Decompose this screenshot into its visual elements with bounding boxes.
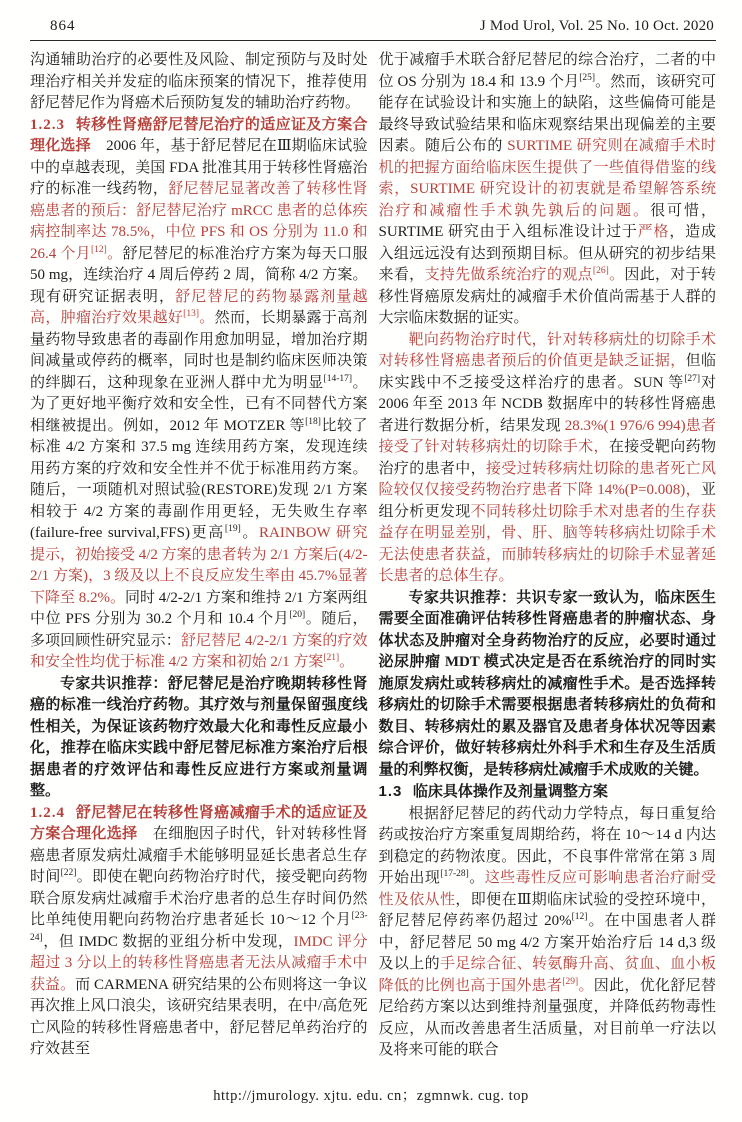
reference-marker: [23-24] xyxy=(30,911,368,943)
reference-marker: [12] xyxy=(571,912,588,922)
section-heading: 转移性肾癌舒尼替尼治疗的适应证及方案合理化选择 xyxy=(30,116,368,154)
section-number: 1.2.4 xyxy=(30,804,65,821)
expert-consensus-paragraph xyxy=(30,674,368,803)
text-run: 。然而，该研究可能存在试验设计和实施上的缺陷，这些偏倚可能是最终导致试验结果和临床观察结果出现偏差的主要因素。随后公布的 xyxy=(378,73,716,154)
text-run: 。 xyxy=(608,267,625,283)
text-run: 。即使在靶向药物治疗时代，接受靶向药物联合原发病灶减瘤手术治疗患者的总生存时间仍然比单纯使用靶向药物治疗患者延长 10～12 个月 xyxy=(30,869,368,928)
reference-marker: [19] xyxy=(224,524,241,534)
two-column-body xyxy=(30,50,716,1062)
text-run: 优于减瘤手术联合舒尼替尼的综合治疗，二者的中位 OS 分别为 18.4 和 13.9 个月 xyxy=(378,52,716,90)
page-number: 864 xyxy=(50,18,76,34)
text-run: IMDC 评分超过 3 分以上的转移性肾癌患者无法从减瘤手术中获益。 xyxy=(30,933,368,993)
text-run: 舒尼替尼 4/2-2/1 方案的疗效和安全性均优于标准 4/2 方案和初始 2/1 方案 xyxy=(30,632,368,670)
right-column xyxy=(379,50,717,1062)
reference-marker: [20] xyxy=(289,610,306,620)
text-run: 舒尼替尼的标准治疗方案为每天口服 50 mg，连续治疗 4 周后停药 2 周，简称 4/2 方案。现有研究证据表明， xyxy=(30,245,368,305)
reference-marker: [27] xyxy=(684,373,701,384)
text-run: 。随后，多项回顾性研究显示： xyxy=(30,611,368,649)
section-heading: 舒尼替尼在转移性肾癌减瘤手术的适应证及方案合理化选择 xyxy=(30,804,368,842)
paragraph-continuation xyxy=(30,50,368,115)
text-run: 对 2006 年至 2013 年 NCDB 数据库中的转移性肾癌患者进行数据分析，结果发现 xyxy=(378,374,716,434)
reference-marker: [14-17] xyxy=(323,373,353,384)
text-run: 共识专家一致认为，临床医生需要全面准确评估转移性肾癌患者的肿瘤状态、身体状态及肿瘤对全身药物治疗的反应，必要时通过泌尿肿瘤 MDT 模式决定是否在系统治疗的同时实施原发病灶或转移病灶的减瘤性手术。是否选择转移病灶的切除手术需要根据患者转移病灶的负荷和数目、转移病灶的累及器官及患者身体状况等因素综合评价，做好转移病灶外科手术和生存及生活质量的利弊权衡，是转移病灶减瘤手术成败的关键。 xyxy=(378,589,716,778)
text-run: ，即便在Ⅲ期临床试验的受控环境中，舒尼替尼停药率仍超过 20% xyxy=(378,891,716,929)
text-run: 严格 xyxy=(637,224,670,240)
section-number: 1.2.3 xyxy=(30,116,65,133)
journal-citation: J Mod Urol, Vol. 25 No. 10 Oct. 2020 xyxy=(479,18,714,34)
text-run: 因此，对于转移性肾癌原发病灶的减瘤手术价值尚需基于人群的大宗临床数据的证实。 xyxy=(378,267,716,326)
text-run: 舒尼替尼是治疗晚期转移性肾癌的标准一线治疗药物。其疗效与剂量保留强度线性相关，为保证该药物疗效最大化和毒性反应最小化，推荐在临床实践中舒尼替尼标准方案治疗后根据患者的疗效评估和毒性反应进行方案或剂量调整。 xyxy=(30,675,368,799)
text-run: 在细胞因子时代，针对转移性肾癌患者原发病灶减瘤手术能够明显延长患者总生存时间 xyxy=(30,826,368,885)
text-run: 。 xyxy=(468,870,485,886)
text-run: 亚组分析更发现 xyxy=(378,482,716,520)
reference-marker: [25] xyxy=(579,72,596,83)
text-run: 接受过转移病灶切除的患者死亡风险较仅仅接受药物治疗患者下降 14%(P=0.008)， xyxy=(378,460,716,498)
text-run: 很可惜，SURTIME 研究由于入组标准设计过于 xyxy=(378,202,716,240)
reference-marker: [17-28] xyxy=(440,869,469,879)
text-run: 在接受靶向药物治疗的患者中， xyxy=(378,439,716,477)
section-1-2-3 xyxy=(30,115,368,674)
page-header xyxy=(30,16,716,41)
paragraph-continuation xyxy=(379,50,717,330)
text-run: 支持先做系统治疗的观点 xyxy=(424,267,593,283)
journal-footer-url: http://jmurology. xjtu. edu. cn；zgmnwk. cug. top xyxy=(213,1088,529,1104)
text-run: RAINBOW 研究提示，初始接受 4/2 方案的患者转为 2/1 方案后(4/2-2/1 方案)，3 级及以上不良反应发生率由 45.7%显著下降至 8.2%。 xyxy=(30,525,368,606)
text-run: 。为了更好地平衡疗效和安全性，已有不同替代方案相继被提出。例如，2012 年 MOTZER 等 xyxy=(30,374,368,434)
expert-consensus-paragraph xyxy=(379,588,717,782)
paragraph xyxy=(379,804,717,1062)
text-run: 而 CARMENA 研究结果的公布则将这一争议再次推上风口浪尖，该研究结果表明，在中/高危死亡风险的转移性肾癌患者中，舒尼替尼单药治疗的疗效甚至 xyxy=(30,976,368,1057)
reference-marker: [21] xyxy=(323,653,340,663)
reference-marker: [12] xyxy=(91,244,107,255)
text-run: 但临床实践中不乏接受这样治疗的患者。SUN 等 xyxy=(378,353,716,391)
text-run: 靶向药物治疗时代，针对转移病灶的切除手术对转移性肾癌患者预后的价值更是缺乏证据， xyxy=(378,331,716,369)
section-1-2-4 xyxy=(30,803,368,1061)
text-run: SURTIME 研究则在减瘤手术时机的把握方面给临床医生提供了一些值得借鉴的线索，SURTIME 研究设计的初衷就是希望解答系统治疗和减瘤性手术孰先孰后的问题。 xyxy=(378,138,716,219)
text-run: 根据舒尼替尼的药代动力学特点，每日重复给药或按治疗方案重复周期给药，将在 10～14 d 内达到稳定的药物浓度。因此，不良事件常常在第 3 周开始出现 xyxy=(378,805,716,886)
text-run: 沟通辅助治疗的必要性及风险、制定预防与及时处理治疗相关并发症的临床预案的情况下，推荐使用舒尼替尼作为肾癌术后预防复发的辅助治疗药物。 xyxy=(30,52,368,111)
section-heading: 临床具体操作及剂量调整方案 xyxy=(412,783,608,800)
text-run: 比较了标准 4/2 方案和 37.5 mg 连续用药方案，发现连续用药方案的疗效和安全性并不优于标准用药方案。随后，一项随机对照试验(RESTORE)发现 2/1 方案相较于 4/2 方案的毒副作用更轻，无失败生存率(failure-free survival,FFS)更高 xyxy=(30,417,368,541)
text-run: 。在中国患者人群中，舒尼替尼 50 mg 4/2 方案开始治疗后 14 d,3 级及以上的 xyxy=(378,913,716,972)
consensus-label: 专家共识推荐： xyxy=(408,589,517,606)
text-run: ，造成入组远远没有达到预期目标。但从研究的初步结果来看， xyxy=(378,224,716,283)
section-1-3 xyxy=(379,781,717,804)
consensus-label: 专家共识推荐： xyxy=(60,675,168,692)
text-run: ，但 IMDC 数据的亚组分析中发现， xyxy=(42,933,294,950)
text-run: 。 xyxy=(198,310,215,326)
text-run: 。 xyxy=(106,245,123,262)
reference-marker: [18] xyxy=(305,416,321,427)
text-run: 28.3%(1 976/6 994)患者接受了针对转移病灶的切除手术， xyxy=(378,417,716,455)
text-run: 。 xyxy=(339,654,355,670)
text-run: 同时 4/2-2/1 方案和维持 2/1 方案两组中位 PFS 分别为 30.2 个月和 10.4 个月 xyxy=(30,589,368,627)
text-run: 。 xyxy=(240,525,260,541)
text-run: 舒尼替尼的药物暴露剂量越高，肿瘤治疗效果越好 xyxy=(30,288,368,326)
reference-marker: [26] xyxy=(592,266,609,276)
text-run: 然而，长期暴露于高剂量药物导致患者的毒副作用愈加明显，增加治疗期间减量或停药的概率，同时也是制约临床医师决策的绊脚石，这种现象在亚洲人群中尤为明显 xyxy=(30,310,368,391)
reference-marker: [13] xyxy=(183,309,199,319)
reference-marker: [22] xyxy=(60,868,77,878)
text-run: 因此，优化舒尼替尼给药方案以达到维持剂量强度，并降低药物毒性反应，从而改善患者生活质量，对目前单一疗法以及将来可能的联合 xyxy=(378,977,716,1058)
text-run: 这些毒性反应可影响患者治疗耐受性及依从性 xyxy=(378,870,716,908)
text-run: 2006 年，基于舒尼替尼在Ⅲ期临床试验中的卓越表现，美国 FDA 批准其用于转移性肾癌治疗的标准一线药物， xyxy=(30,138,368,197)
text-run: 不同转移灶切除手术对患者的生存获益存在明显差别，骨、肝、脑等转移病灶切除手术无法使患者获益，而肺转移病灶的切除手术显著延长患者的总体生存。 xyxy=(378,503,716,584)
text-run: 。 xyxy=(578,977,594,994)
reference-marker: [29] xyxy=(562,976,579,987)
text-run: 舒尼替尼显著改善了转移性肾癌患者的预后：舒尼替尼治疗 mRCC 患者的总体疾病控制率达 78.5%，中位 PFS 和 OS 分别为 11.0 和 26.4 个月 xyxy=(30,181,368,262)
text-run: 手足综合征、转氨酶升高、贫血、血小板降低的比例也高于国外患者 xyxy=(378,956,716,994)
paragraph xyxy=(379,330,717,588)
section-number: 1.3 xyxy=(378,783,403,800)
left-column xyxy=(30,50,368,1062)
